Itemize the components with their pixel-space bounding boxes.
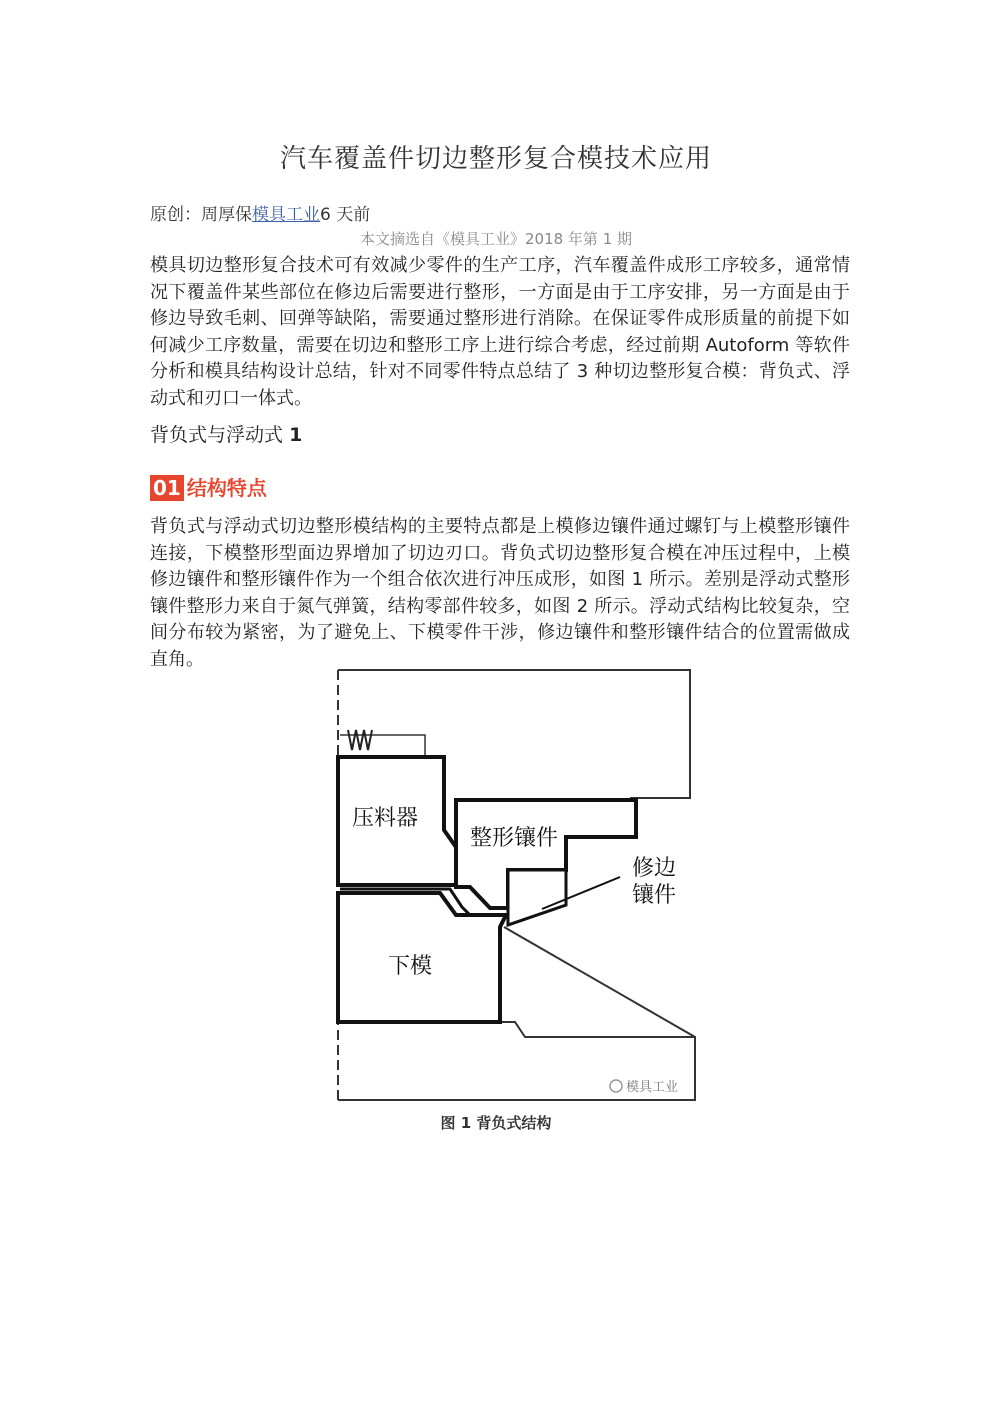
figure-1 xyxy=(330,665,700,1105)
intro-paragraph: 模具切边整形复合技术可有效减少零件的生产工序，汽车覆盖件成形工序较多，通常情况下覆盖件某些部位在修边后需要进行整形，一方面是由于工序安排，另一方面是由于修边导致毛刺、回弹等缺陷，需要通过整形进行消除。在保证零件成形质量的前提下如何减少工序数量，需要在切边和整形工序上进行综合考虑，经过前期 Autoform 等软件分析和模具结构设计总结，针对不同零件特点总结了 3 种切边整形复合模：背负式、浮动式和刃口一体式。 xyxy=(150,255,850,409)
author-label: 原创：周厚保 xyxy=(150,205,252,225)
pad-label: 压料器 xyxy=(352,806,419,831)
die-structure-diagram xyxy=(330,665,700,1105)
watermark-text: 模具工业 xyxy=(626,1080,679,1095)
figure-caption: 图 1 背负式结构 xyxy=(440,1114,552,1132)
publish-time: 6 天前 xyxy=(320,205,371,225)
shaping-insert-label: 整形镶件 xyxy=(470,826,559,851)
body-paragraph: 背负式与浮动式切边整形模结构的主要特点都是上模修边镶件通过螺钉与上模整形镶件连接，下模整形型面边界增加了切边刃口。背负式切边整形复合模在冲压过程中，上模修边镶件和整形镶件作为一个组合依次进行冲压成形，如图 1 所示。差别是浮动式整形镶件整形力来自于氮气弹簧，结构零部件较多，如图 2 所示。浮动式结构比较复杂，空间分布较为紧密，为了避免上、下模零件干涉，修边镶件和整形镶件结合的位置需做成直角。 xyxy=(150,516,850,670)
source-note: 本文摘选自《模具工业》2018 年第 1 期 xyxy=(359,230,633,248)
section-title: 结构特点 xyxy=(186,476,267,500)
source-link[interactable]: 模具工业 xyxy=(252,205,320,225)
trim-insert-label-1: 修边 xyxy=(632,856,677,881)
lower-base-line xyxy=(502,1022,695,1037)
trim-insert xyxy=(508,870,566,925)
subheading-text: 背负式与浮动式 xyxy=(150,424,284,446)
lower-die-label: 下模 xyxy=(388,954,433,979)
section-heading xyxy=(150,472,267,501)
subheading-number: 1 xyxy=(289,424,303,446)
article-meta xyxy=(150,200,370,225)
spring-icon xyxy=(348,730,372,750)
wechat-icon xyxy=(610,1080,622,1092)
subheading xyxy=(150,420,302,447)
article-title: 汽车覆盖件切边整形复合模技术应用 xyxy=(279,144,712,174)
section-number: 01 xyxy=(150,475,184,501)
trim-insert-label-2: 镶件 xyxy=(632,883,677,908)
